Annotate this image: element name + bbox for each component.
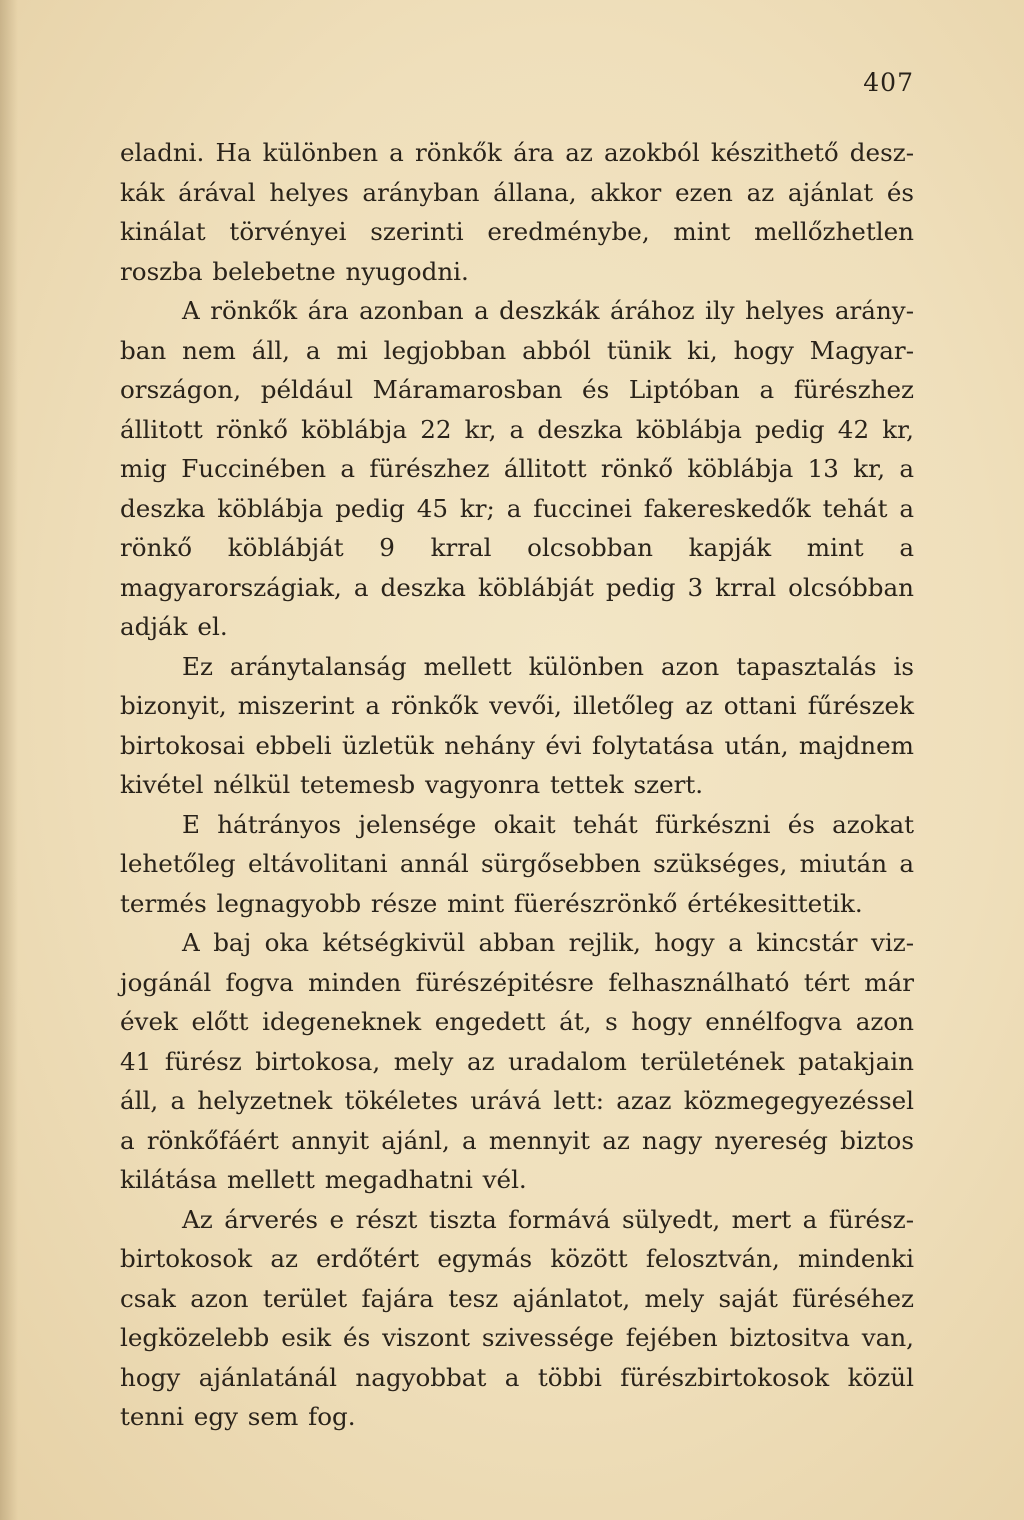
paragraph: A baj oka kétségkivül abban rejlik, hogy a kincstár vizjogánál fogva minden fürészépitésre felhasználható tért már évek előtt idegeneknek engedett át, s hogy ennélfogva azon 41 fürész birtokosa, mely az uradalom területének patakjain áll, a helyzetnek tökéletes urává lett: azaz közmegegyezéssel a rönkőfáért annyit ajánl, a mennyit az nagy nyereség biztos kilátása mellett megadhatni vél.: [120, 928, 914, 1194]
paragraph: A rönkők ára azonban a deszkák árához ily helyes arányban nem áll, a mi legjobban abból tünik ki, hogy Magyarországon, például Máramarosban és Liptóban a fürészhez állitott rönkő köblábja 22 kr, a deszka köblábja pedig 42 kr, mig Fuccinében a fürészhez állitott rönkő köblábja 13 kr, a deszka köblábja pedig 45 kr; a fuccinei fakereskedők tehát a rönkő köblábját 9 krral olcsobban kapják mint a magyarországiak, a deszka köblábját pedig 3 krral olcsóbban adják el.: [120, 296, 914, 641]
body-text: [120, 133, 914, 1437]
page-number: 407: [863, 68, 914, 97]
paragraph: Az árverés e részt tiszta formává sülyedt, mert a fürészbirtokosok az erdőtért egymás között felosztván, mindenki csak azon terület fajára tesz ajánlatot, mely saját füréséhez legközelebb esik és viszont szivessége fejében biztositva van, hogy ajánlatánál nagyobbat a többi fürészbirtokosok közül tenni egy sem fog.: [120, 1204, 914, 1431]
spine-shadow: [0, 0, 18, 1520]
paragraph: eladni. Ha különben a rönkők ára az azokból készithető deszkák árával helyes arányban állana, akkor ezen az ajánlat és kinálat törvényei szerinti eredménybe, mint mellőzhetlen roszba belebetne nyugodni.: [120, 138, 914, 286]
paragraph: Ez aránytalanság mellett különben azon tapasztalás is bizonyit, miszerint a rönkők vevői, illetőleg az ottani fűrészek birtokosai ebbeli üzletük nehány évi folytatása után, majdnem kivétel nélkül tetemesb vagyonra tettek szert.: [120, 651, 914, 799]
paragraph: E hátrányos jelensége okait tehát fürkészni és azokat lehetőleg eltávolitani annál sürgősebben szükséges, miután a termés legnagyobb része mint füerészrönkő értékesittetik.: [120, 809, 914, 918]
